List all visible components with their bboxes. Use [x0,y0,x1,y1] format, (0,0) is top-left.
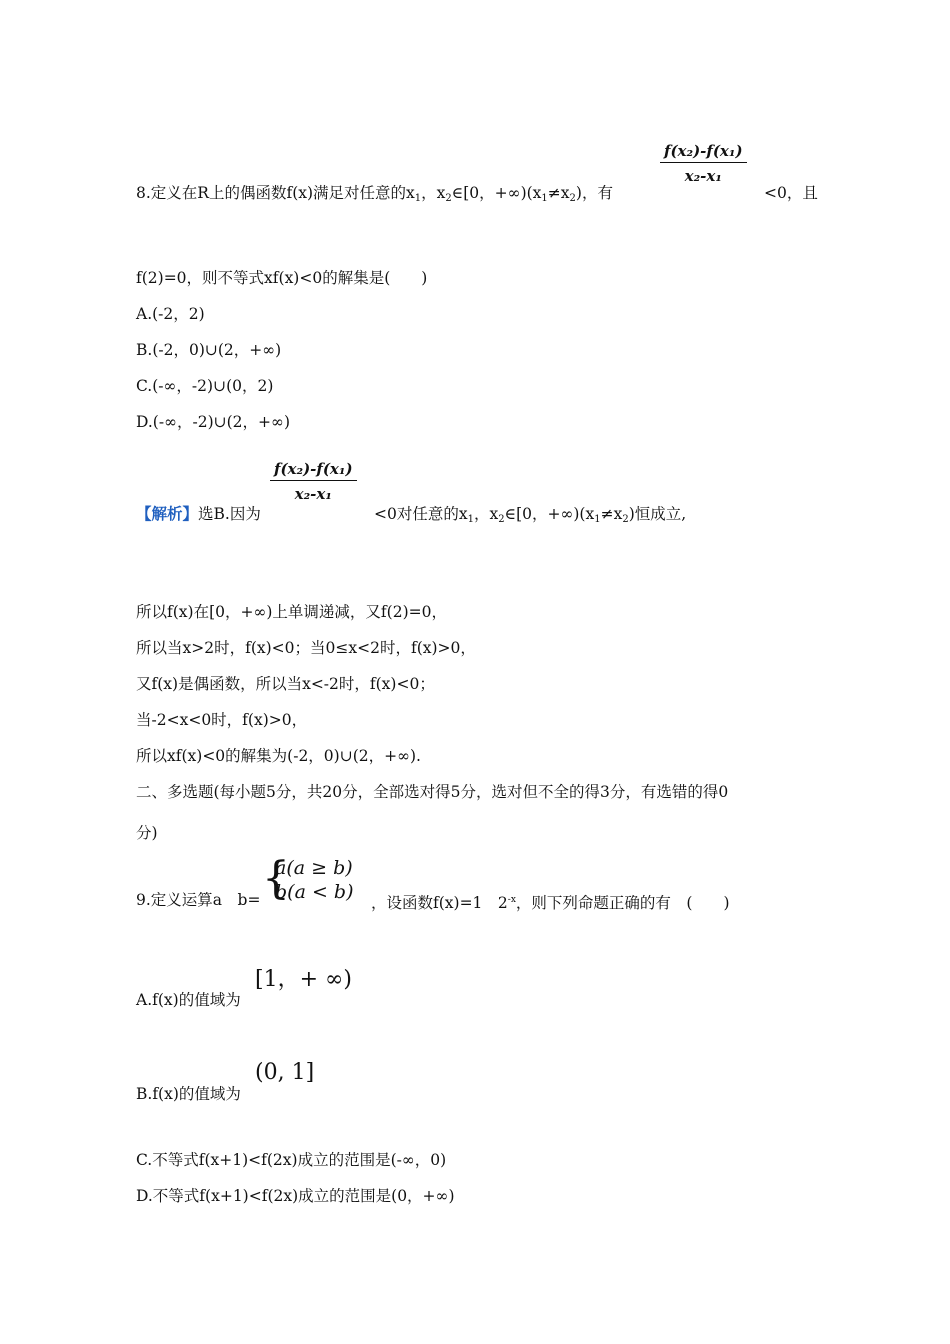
q9-option-c: C.不等式f(x+1)<f(2x)成立的范围是(-∞，0) [136,1151,447,1169]
analysis-line1: 【解析】选B.因为 [136,504,261,523]
analysis-line3: 所以当x>2时，f(x)<0；当0≤x<2时，f(x)>0， [136,639,476,657]
analysis-line1-tail: <0对任意的$x_1$，$x_2\in[0$，$+\infty)(x_1\ne x_2)$恒成立, [374,505,687,525]
q8-option-d: D.(-∞，-2)∪(2，+∞) [136,413,290,431]
analysis-line4: 又f(x)是偶函数，所以当x<-2时，f(x)<0； [136,675,435,693]
analysis-fraction-denominator: x₂-x₁ [294,485,332,503]
section2-heading: 二、多选题(每小题5分，共20分，全部选对得5分，选对但不全的得3分，有选错的得0 [136,783,729,801]
analysis-line6: 所以xf(x)<0的解集为(-2，0)∪(2，+∞). [136,747,421,765]
analysis-line5: 当-2<x<0时，f(x)>0， [136,711,308,729]
q9-option-a: A.f(x)的值域为 [136,991,241,1009]
section2-heading-cont: 分) [136,824,158,842]
q8-line1: 8.定义在R上的偶函数f(x)满足对任意的$x_1$，$x_2\in[0$，$+\infty)(x_1\ne x_2)$，有 [136,184,613,204]
q9-option-a-math: [1，+ ∞) [255,967,352,992]
q8-fraction [660,142,747,185]
q9-cases [262,853,354,904]
q8-fraction-numerator: f(x₂)-f(x₁) [660,142,747,163]
curly-brace-icon: { [262,853,290,904]
q8-option-a: A.(-2，2) [136,305,205,323]
q8-option-c: C.(-∞，-2)∪(0，2) [136,377,274,395]
q8-line2: f(2)=0，则不等式xf(x)<0的解集是( ) [136,269,428,287]
q8-line1-tail: <0，且 [764,184,818,202]
q8-fraction-denominator: x₂-x₁ [684,167,722,185]
analysis-fraction-numerator: f(x₂)-f(x₁) [270,460,357,481]
q9-pre: 9.定义运算a b= [136,891,261,909]
analysis-tag: 【解析】 [136,504,199,523]
q9-option-b-math: (0, 1] [255,1060,315,1085]
analysis-fraction [270,460,357,503]
q9-case2: b(a < b) [275,881,354,903]
q9-option-d: D.不等式f(x+1)<f(2x)成立的范围是(0，+∞) [136,1187,455,1205]
q8-option-b: B.(-2，0)∪(2，+∞) [136,341,282,359]
q9-case1: a(a ≥ b) [275,857,353,879]
q9-option-b: B.f(x)的值域为 [136,1085,241,1103]
analysis-line2: 所以f(x)在[0，+∞)上单调递减，又f(2)=0， [136,603,447,621]
q9-post: ，设函数f(x)=1 $2^{-x}$，则下列命题正确的有 ( ) [371,894,730,912]
